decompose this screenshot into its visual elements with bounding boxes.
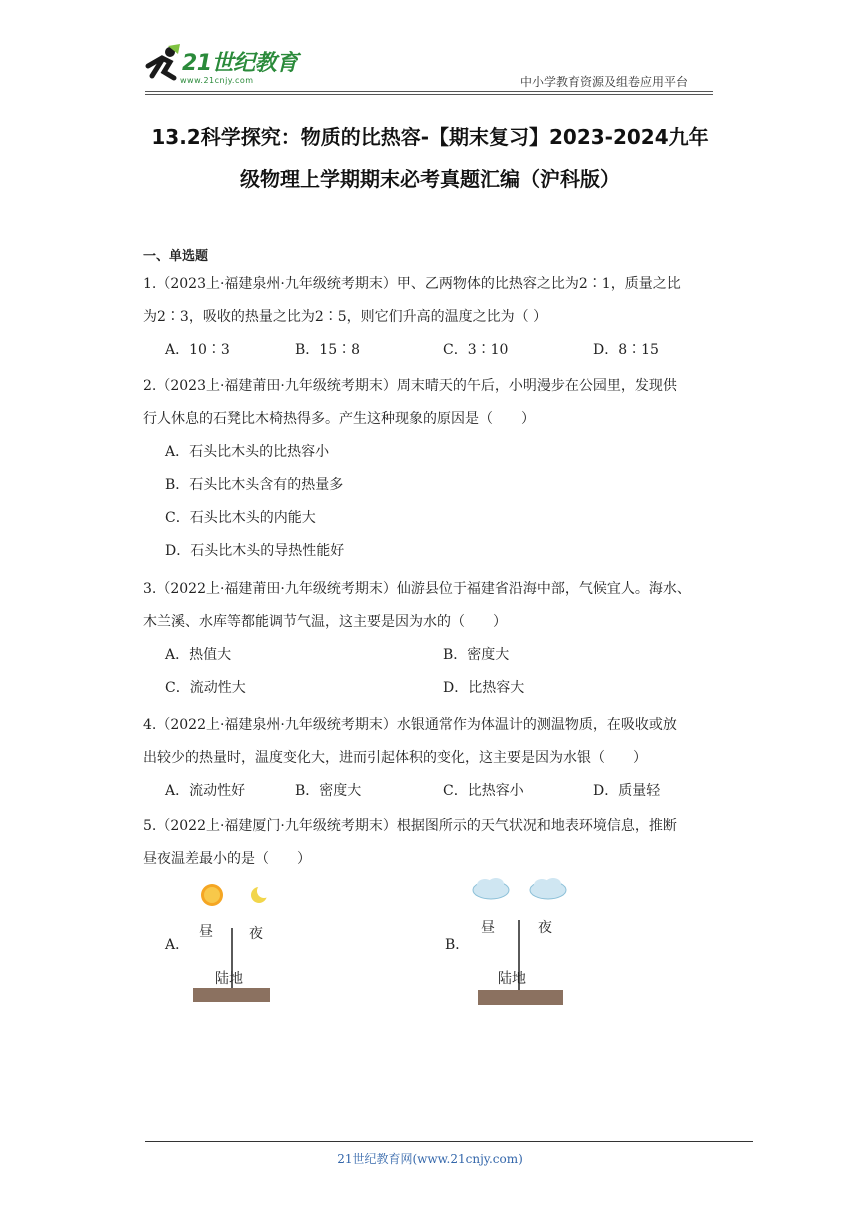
land-label: 陆地 bbox=[498, 971, 526, 987]
title-line-2: 级物理上学期期末必考真题汇编（沪科版） bbox=[240, 167, 620, 191]
footer-divider bbox=[145, 1141, 753, 1142]
question-4-line-2: 出较少的热量时，温度变化大，进而引起体积的变化，这主要是因为水银（ ） bbox=[143, 750, 647, 766]
site-logo[interactable] bbox=[140, 40, 310, 90]
option-b[interactable]: B．15∶8 bbox=[295, 342, 361, 358]
option-b[interactable]: B．密度大 bbox=[295, 783, 362, 799]
moon-icon bbox=[251, 884, 271, 903]
option-a[interactable]: A．热值大 bbox=[165, 647, 232, 663]
question-5 bbox=[143, 810, 723, 876]
question-4-options bbox=[143, 775, 723, 808]
option-a[interactable]: A．石头比木头的比热容小 bbox=[165, 444, 330, 460]
option-c[interactable]: C．流动性大 bbox=[165, 680, 246, 696]
figure-a-sunny-land bbox=[185, 876, 285, 1006]
option-d[interactable]: D．石头比木头的导热性能好 bbox=[165, 543, 345, 559]
logo-text: 21世纪教育 bbox=[182, 51, 298, 76]
option-c[interactable]: C．石头比木头的内能大 bbox=[165, 510, 316, 526]
option-d[interactable]: D．8∶15 bbox=[593, 342, 659, 358]
option-a[interactable]: A．10∶3 bbox=[165, 342, 230, 358]
question-3-options-row-2 bbox=[143, 672, 723, 705]
day-label: 昼 bbox=[199, 924, 213, 940]
question-3-line-2: 木兰溪、水库等都能调节气温，这主要是因为水的（ ） bbox=[143, 614, 507, 630]
land-surface bbox=[478, 990, 563, 1005]
section-heading: 一、单选题 bbox=[143, 249, 209, 264]
night-label: 夜 bbox=[249, 926, 263, 942]
question-1-options bbox=[143, 334, 723, 367]
option-d[interactable]: D．比热容大 bbox=[443, 680, 525, 696]
option-b[interactable]: B． bbox=[445, 937, 470, 953]
question-4 bbox=[143, 709, 723, 808]
option-d[interactable]: D．质量轻 bbox=[593, 783, 661, 799]
option-c[interactable]: C．比热容小 bbox=[443, 783, 524, 799]
question-1-line-2: 为2∶3，吸收的热量之比为2∶5，则它们升高的温度之比为（ ） bbox=[143, 309, 548, 325]
question-2-line-1: 2.（2023上·福建莆田·九年级统考期末）周末晴天的午后，小明漫步在公园里，发现供 bbox=[143, 378, 677, 394]
sun-icon bbox=[201, 884, 223, 906]
option-b[interactable]: B．石头比木头含有的热量多 bbox=[165, 477, 344, 493]
figure-b-cloudy-land bbox=[465, 872, 575, 1008]
option-a[interactable]: A． bbox=[165, 937, 190, 953]
question-1 bbox=[143, 268, 723, 367]
question-4-line-1: 4.（2022上·福建泉州·九年级统考期末）水银通常作为体温计的测温物质，在吸收或放 bbox=[143, 717, 677, 733]
question-5-line-1: 5.（2022上·福建厦门·九年级统考期末）根据图所示的天气状况和地表环境信息，推断 bbox=[143, 818, 677, 834]
night-label: 夜 bbox=[538, 920, 552, 936]
site-tagline: 中小学教育资源及组卷应用平台 bbox=[520, 75, 689, 89]
logo-url: www.21cnjy.com bbox=[180, 76, 254, 85]
day-label: 昼 bbox=[481, 920, 495, 936]
question-3 bbox=[143, 573, 723, 705]
footer-link[interactable]: 21世纪教育网(www.21cnjy.com) bbox=[337, 1152, 523, 1166]
question-3-line-1: 3.（2022上·福建莆田·九年级统考期末）仙游县位于福建省沿海中部，气候宜人。海水、 bbox=[143, 581, 691, 597]
question-2 bbox=[143, 370, 723, 568]
option-c[interactable]: C．3∶10 bbox=[443, 342, 509, 358]
cloud-icon bbox=[473, 878, 509, 899]
cloud-icon bbox=[530, 878, 566, 899]
option-a[interactable]: A．流动性好 bbox=[165, 783, 246, 799]
question-3-options-row-1 bbox=[143, 639, 723, 672]
land-label: 陆地 bbox=[215, 971, 243, 987]
runner-logo-icon bbox=[140, 44, 184, 84]
header-divider bbox=[145, 91, 713, 92]
question-5-line-2: 昼夜温差最小的是（ ） bbox=[143, 851, 311, 867]
option-b[interactable]: B．密度大 bbox=[443, 647, 510, 663]
land-surface bbox=[193, 988, 270, 1002]
question-1-line-1: 1.（2023上·福建泉州·九年级统考期末）甲、乙两物体的比热容之比为2∶1，质量之比 bbox=[143, 276, 681, 292]
title-line-1: 13.2科学探究：物质的比热容-【期末复习】2023-2024九年 bbox=[151, 125, 709, 149]
question-2-line-2: 行人休息的石凳比木椅热得多。产生这种现象的原因是（ ） bbox=[143, 411, 535, 427]
header-divider-secondary bbox=[145, 94, 713, 95]
document-title bbox=[140, 116, 720, 200]
